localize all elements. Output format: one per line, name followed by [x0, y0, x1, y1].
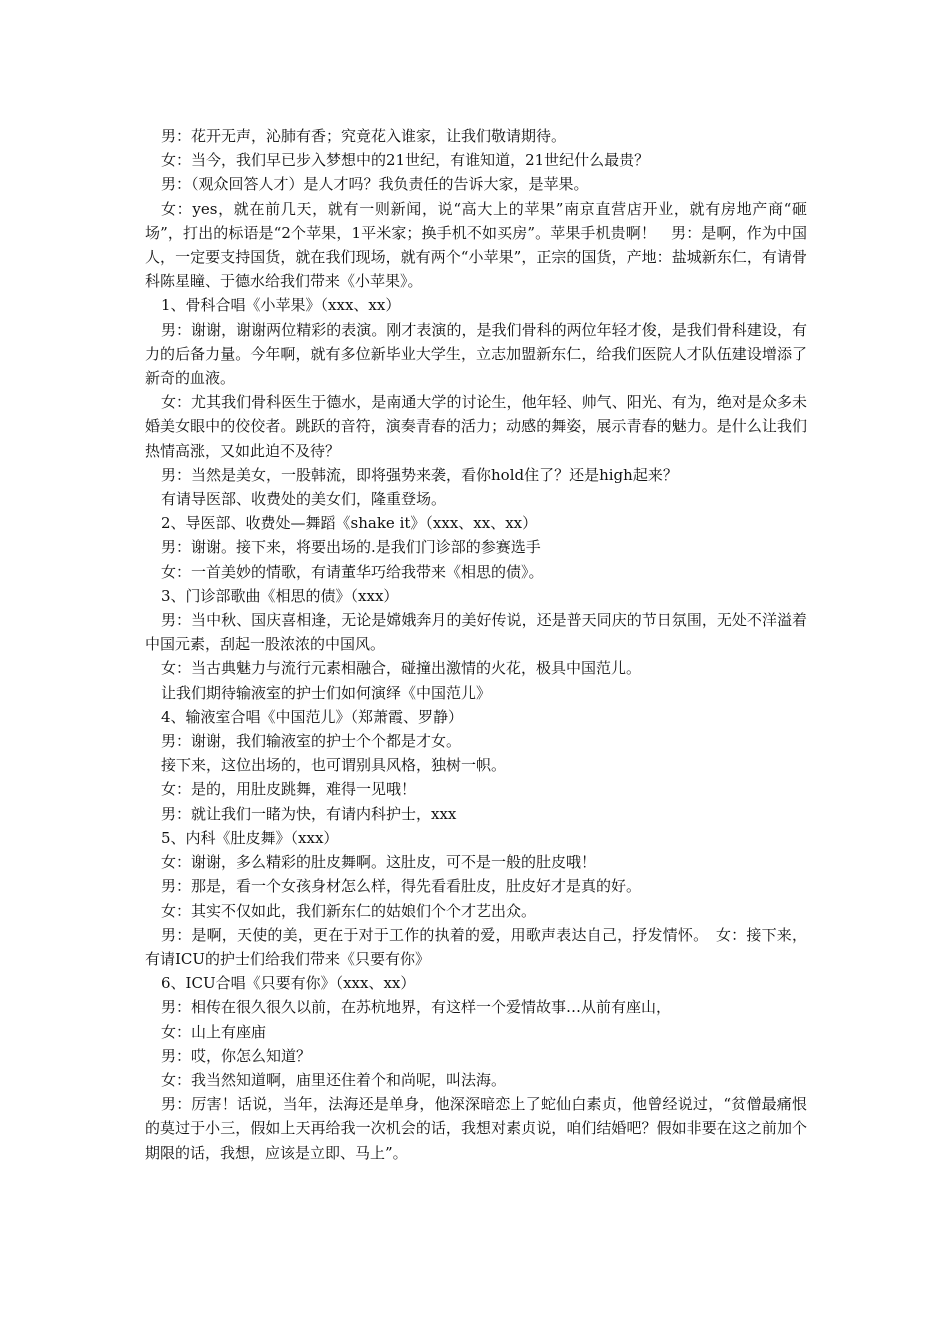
paragraph-2: 女：当今，我们早已步入梦想中的21世纪，有谁知道，21世纪什么最贵？ — [161, 151, 650, 170]
program-item-2: 2、导医部、收费处—舞蹈《shake it》（xxx、xx、xx） — [161, 514, 538, 533]
paragraph-29: 女：山上有座庙 — [161, 1022, 267, 1041]
paragraph-25: 女：其实不仅如此，我们新东仁的姑娘们个个才艺出众。 — [161, 901, 537, 920]
paragraph-26: 男：是啊，天使的美，更在于对于工作的执着的爱，用歌声表达自己，抒发情怀。 女：接下来，有请ICU的护士们给我们带来《只要有你》 — [145, 925, 807, 968]
program-item-3: 3、门诊部歌曲《相思的债》（xxx） — [161, 586, 399, 605]
paragraph-23: 女：谢谢，多么精彩的肚皮舞啊。这肚皮，可不是一般的肚皮哦！ — [161, 853, 597, 872]
paragraph-11: 男：谢谢。接下来，将要出场的.是我们门诊部的参赛选手 — [161, 538, 541, 557]
paragraph-8: 男：当然是美女，一股韩流，即将强势来袭，看你hold住了？还是high起来？ — [161, 465, 678, 484]
paragraph-28: 男：相传在很久很久以前，在苏杭地界，有这样一个爱情故事…从前有座山， — [161, 998, 672, 1017]
program-item-4: 4、输液室合唱《中国范儿》（郑萧霞、罗静） — [161, 707, 464, 726]
paragraph-18: 男：谢谢，我们输液室的护士个个都是才女。 — [161, 732, 462, 751]
paragraph-9: 有请导医部、收费处的美女们，隆重登场。 — [161, 490, 447, 509]
paragraph-4: 女：yes，就在前几天，就有一则新闻，说“高大上的苹果”南京直营店开业，就有房地产商“砸场”，打出的标语是“2个苹果，1平米家；换手机不如买房”。苹果手机贵啊！ 男：是啊，作为中国人，一定要支持国货，就在我们现场，就有两个“小苹果”，正宗的国货，产地：盐城新东仁，有请骨科陈星瞳、于德水给我们带来《小苹果》。 — [145, 199, 807, 291]
document-body — [145, 124, 807, 1165]
paragraph-15: 女：当古典魅力与流行元素相融合，碰撞出激情的火花，极具中国范儿。 — [161, 659, 642, 678]
program-item-5: 5、内科《肚皮舞》（xxx） — [161, 828, 339, 847]
paragraph-14: 男：当中秋、国庆喜相逢，无论是嫦娥奔月的美好传说，还是普天同庆的节日氛围，无处不洋溢着中国元素，刮起一股浓浓的中国风。 — [145, 611, 807, 654]
paragraph-31: 女：我当然知道啊，庙里还住着个和尚呢，叫法海。 — [161, 1070, 507, 1089]
paragraph-32: 男：厉害！话说，当年，法海还是单身，他深深暗恋上了蛇仙白素贞，他曾经说过，“贫僧最痛恨的莫过于小三，假如上天再给我一次机会的话，我想对素贞说，咱们结婚吧？假如非要在这之前加个期限的话，我想，应该是立即、马上”。 — [145, 1095, 807, 1162]
paragraph-20: 女：是的，用肚皮跳舞，难得一见哦！ — [161, 780, 417, 799]
paragraph-7: 女：尤其我们骨科医生于德水，是南通大学的讨论生，他年轻、帅气、阳光、有为，绝对是众多未婚美女眼中的佼佼者。跳跃的音符，演奏青春的活力；动感的舞姿，展示青春的魅力。是什么让我们热情高涨，又如此迫不及待？ — [145, 393, 807, 460]
paragraph-6: 男：谢谢，谢谢两位精彩的表演。刚才表演的，是我们骨科的两位年轻才俊，是我们骨科建设，有力的后备力量。今年啊，就有多位新毕业大学生，立志加盟新东仁，给我们医院人才队伍建设增添了新奇的血液。 — [145, 320, 807, 388]
paragraph-21: 男：就让我们一睹为快，有请内科护士，xxx — [161, 804, 457, 823]
paragraph-1: 男：花开无声，沁肺有香；究竟花入谁家，让我们敬请期待。 — [161, 127, 567, 145]
paragraph-30: 男：哎，你怎么知道？ — [161, 1046, 312, 1065]
paragraph-16: 让我们期待输液室的护士们如何演绎《中国范儿》 — [161, 683, 492, 702]
paragraph-19: 接下来，这位出场的，也可谓别具风格，独树一帜。 — [161, 756, 507, 775]
paragraph-3: 男：（观众回答人才）是人才吗？我负责任的告诉大家，是苹果。 — [161, 175, 589, 194]
paragraph-12: 女：一首美妙的情歌，有请董华巧给我带来《相思的债》。 — [161, 562, 544, 581]
paragraph-24: 男：那是，看一个女孩身材怎么样，得先看看肚皮，肚皮好才是真的好。 — [161, 877, 642, 896]
program-item-6: 6、ICU合唱《只要有你》（xxx、xx） — [161, 974, 416, 993]
program-item-1: 1、骨科合唱《小苹果》（xxx、xx） — [161, 296, 401, 315]
